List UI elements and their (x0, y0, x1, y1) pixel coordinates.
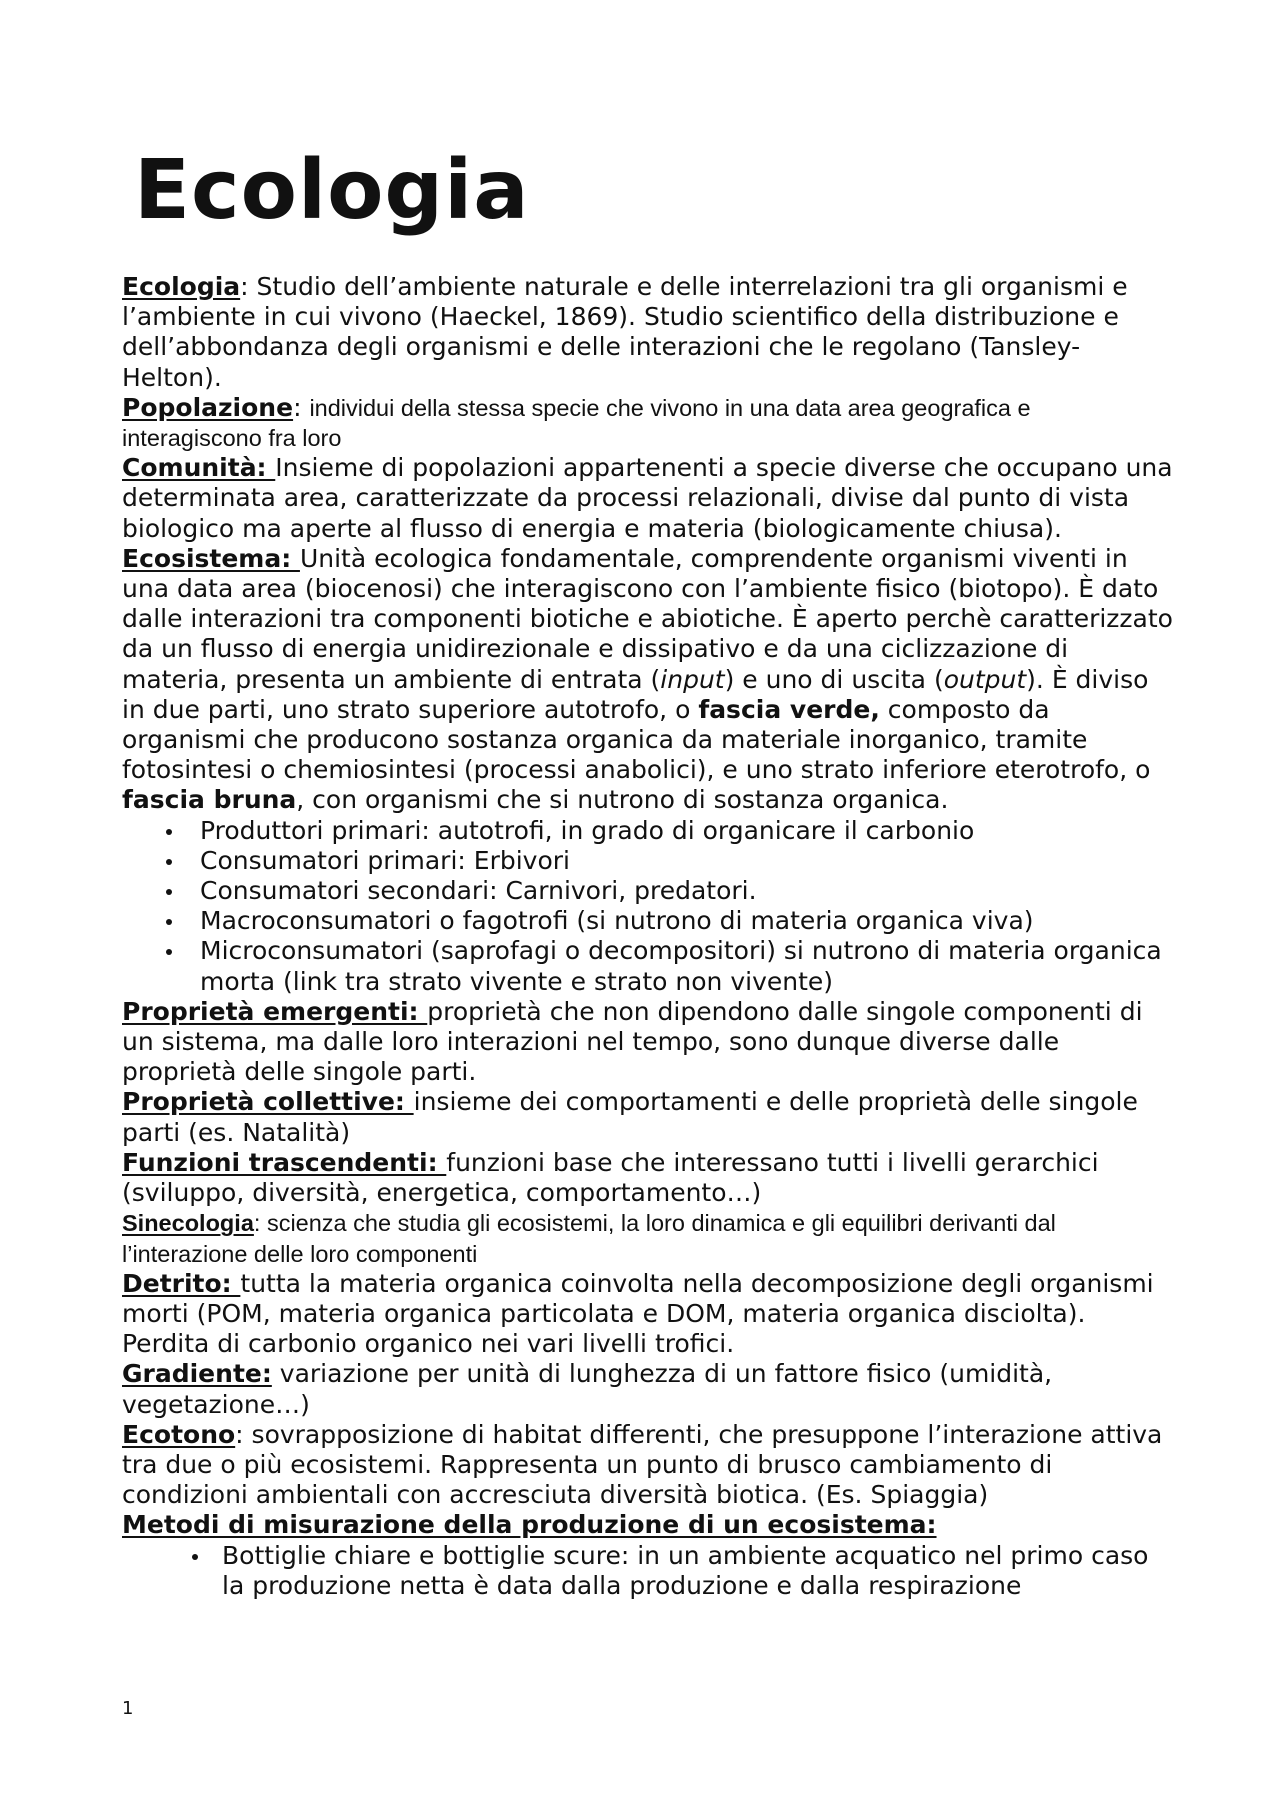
definition-text: Insieme di popolazioni appartenenti a specie diverse che occupano una determinata area, caratterizzate da processi relazionali, divise dal punto di vista biologico ma aperte al flusso di energia e materia (biologicamente chiusa). (122, 453, 1173, 543)
term-ecosistema: Ecosistema: (122, 543, 300, 573)
list-item (200, 876, 1174, 906)
page-title: Ecologia (134, 143, 530, 238)
bullet-icon (166, 829, 172, 835)
definition-text: composto da organismi che producono sostanza organica da materiale inorganico, tramite fotosintesi o chemiosintesi (processi anabolici), e uno strato inferiore eterotrofo, o (122, 694, 1151, 785)
term-ecologia: Ecologia (122, 272, 241, 301)
definition-text: Unità ecologica fondamentale, comprendente organismi viventi in una data area (biocenosi) che interagiscono con l’ambiente fisico (biotopo). È dato dalle interazioni tra componenti biotiche e abiotiche. È aperto perchè caratterizzato da un flusso di energia unidirezionale e dissipativo e da una ciclizzazione di materia, presenta un ambiente di entrata ( (122, 543, 1173, 694)
bold-fascia-verde: fascia verde, (698, 694, 880, 724)
definition-proprieta-emergenti (122, 997, 1174, 1088)
definition-proprieta-collettive (122, 1087, 1174, 1147)
term-ecotono: Ecotono (122, 1419, 236, 1449)
term-detrito: Detrito: (122, 1268, 241, 1298)
definition-text: funzioni base che interessano tutti i livelli gerarchici (sviluppo, diversità, energetica, comportamento…) (122, 1147, 1099, 1208)
heading-metodi: Metodi di misurazione della produzione di un ecosistema: (122, 1510, 937, 1540)
list-item-text: Macroconsumatori o fagotrofi (si nutrono di materia organica viva) (200, 906, 1034, 936)
list-item (222, 1541, 1174, 1601)
section-heading-metodi (122, 1510, 1174, 1540)
definition-text: insieme dei comportamenti e delle proprietà delle singole parti (es. Natalità) (122, 1087, 1138, 1147)
list-item-text: Microconsumatori (saprofagi o decompositori) si nutrono di materia organica morta (link tra strato vivente e strato non vivente) (200, 936, 1162, 996)
bullet-icon (166, 919, 172, 925)
term-gradiente: Gradiente: (122, 1359, 272, 1389)
definition-ecologia (122, 272, 1174, 393)
list-item-text: Bottiglie chiare e bottiglie scure: in un ambiente acquatico nel primo caso la produzione netta è data dalla produzione e dalla respirazione (222, 1540, 1149, 1600)
definition-text: individui della stessa specie che vivono in una data area geografica e interagiscono fra loro (122, 394, 1031, 452)
list-item-text: Consumatori secondari: Carnivori, predatori. (200, 876, 757, 906)
document-body (122, 272, 1174, 1601)
definition-text: ). È diviso in due parti, uno strato superiore autotrofo, o (122, 664, 1149, 724)
definition-text: tutta la materia organica coinvolta nella decomposizione degli organismi morti (POM, materia organica particolata e DOM, materia organica disciolta). Perdita di carbonio organico nei vari livelli trofici. (122, 1268, 1154, 1359)
term-comunita: Comunità: (122, 453, 276, 483)
definition-text: : scienza che studia gli ecosistemi, la loro dinamica e gli equilibri derivanti dal l’interazione delle loro componenti (122, 1210, 1056, 1267)
definition-popolazione (122, 393, 1174, 453)
ecosystem-roles-list (122, 816, 1174, 997)
methods-list (122, 1541, 1174, 1601)
bullet-icon (166, 859, 172, 865)
bold-fascia-bruna: fascia bruna (122, 785, 297, 815)
italic-input: input (660, 664, 725, 694)
term-sinecologia: Sinecologia (122, 1210, 254, 1237)
list-item (200, 936, 1174, 996)
list-item (200, 846, 1174, 876)
definition-separator: : (293, 392, 310, 422)
definition-text: variazione per unità di lunghezza di un fattore fisico (umidità, vegetazione…) (122, 1359, 1053, 1419)
definition-text: proprietà che non dipendono dalle singole componenti di un sistema, ma dalle loro interazioni nel tempo, sono dunque diverse dalle proprietà delle singole parti. (122, 996, 1143, 1087)
italic-output: output (943, 664, 1027, 694)
term-funzioni-trascendenti: Funzioni trascendenti: (122, 1147, 447, 1177)
term-proprieta-emergenti: Proprietà emergenti: (122, 996, 428, 1026)
definition-text: : Studio dell’ambiente naturale e delle interrelazioni tra gli organismi e l’ambiente in cui vivono (Haeckel, 1869). Studio scientifico della distribuzione e dell’abbondanza degli organismi e delle interazioni che le regolano (Tansley-Helton). (122, 272, 1128, 392)
list-item (200, 816, 1174, 846)
list-item (200, 906, 1174, 936)
definition-sinecologia (122, 1208, 1174, 1268)
definition-ecotono (122, 1420, 1174, 1511)
bullet-icon (192, 1554, 198, 1560)
bullet-icon (166, 889, 172, 895)
definition-text: : sovrapposizione di habitat differenti, che presuppone l’interazione attiva tra due o più ecosistemi. Rappresenta un punto di brusco cambiamento di condizioni ambientali con accresciuta diversità biotica. (Es. Spiaggia) (122, 1419, 1163, 1510)
list-item-text: Produttori primari: autotrofi, in grado di organicare il carbonio (200, 815, 975, 845)
definition-comunita (122, 453, 1174, 544)
definition-ecosistema (122, 544, 1174, 816)
term-proprieta-collettive: Proprietà collettive: (122, 1087, 414, 1117)
definition-text: ) e uno di uscita ( (724, 664, 944, 694)
definition-gradiente (122, 1359, 1174, 1419)
bullet-icon (166, 949, 172, 955)
term-popolazione: Popolazione (122, 392, 294, 422)
definition-detrito (122, 1269, 1174, 1360)
page-number: 1 (122, 1698, 134, 1719)
definition-text: , con organismi che si nutrono di sostanza organica. (296, 785, 949, 815)
list-item-text: Consumatori primari: Erbivori (200, 845, 570, 875)
definition-funzioni-trascendenti (122, 1148, 1174, 1208)
